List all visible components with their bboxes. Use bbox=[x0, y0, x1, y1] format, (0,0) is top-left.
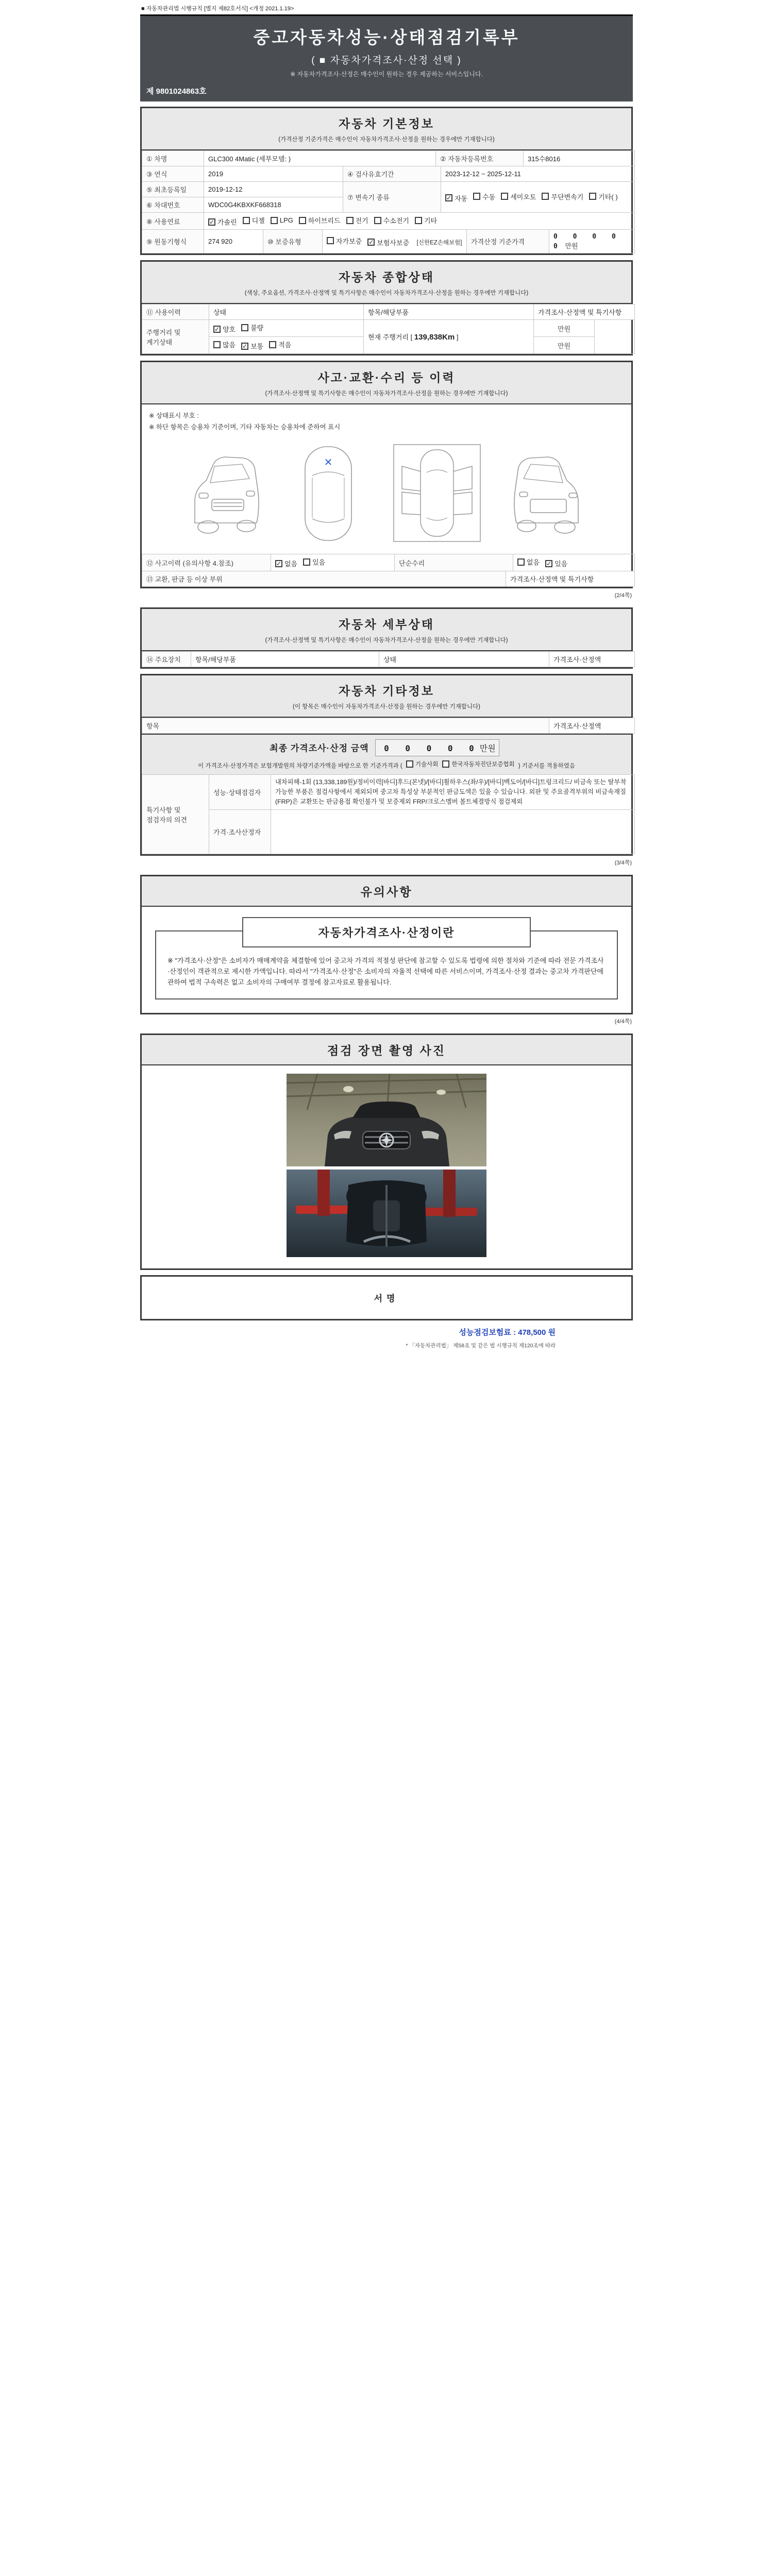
final-note-post: ) 기준서를 적용하였음 bbox=[518, 763, 575, 769]
checkbox-label: 많음 bbox=[223, 341, 236, 349]
checkbox-label: 무단변속기 bbox=[551, 193, 584, 201]
legend-line-2: ※ 하단 항목은 승용차 기준이며, 기타 자동차는 승용차에 준하여 표시 bbox=[149, 423, 341, 431]
table-header-row bbox=[142, 571, 635, 587]
appraiser-remarks-text bbox=[271, 810, 635, 854]
checkbox-option bbox=[415, 215, 437, 225]
registration-number-value: 315수8016 bbox=[524, 151, 635, 166]
checkbox-icon bbox=[374, 217, 381, 224]
document-title: 중고자동차성능·상태점검기록부 bbox=[253, 28, 520, 47]
table-header-row bbox=[142, 304, 635, 320]
checkbox-label: 없음 bbox=[284, 560, 298, 568]
column-header: 가격조사·산정액 bbox=[549, 718, 635, 734]
checkbox-option bbox=[346, 215, 368, 225]
simple-repair-checks bbox=[513, 554, 635, 571]
legal-footnote: * 「자동차관리법」 제58조 및 같은 법 시행규칙 제120조에 따라 bbox=[406, 1342, 556, 1349]
remarks-label: 특기사항 및 점검자의 의견 bbox=[142, 775, 209, 854]
checkbox-icon bbox=[501, 193, 508, 200]
section-basic-subtitle: (가격산정 기준가격은 매수인이 자동차가격조사·산정을 원하는 경우에만 기재합니다) bbox=[278, 137, 495, 143]
odometer-value: 139,838Km bbox=[414, 333, 455, 342]
inspection-photo-underbody bbox=[287, 1170, 486, 1257]
checkbox-label: 있음 bbox=[554, 560, 568, 568]
field-label: 가격산정 기준가격 bbox=[467, 230, 549, 253]
checked-checkbox-icon bbox=[545, 560, 552, 567]
checkbox-option bbox=[374, 215, 409, 225]
section-photos-title: 점검 장면 촬영 사진 bbox=[327, 1043, 446, 1057]
checkbox-icon bbox=[517, 558, 525, 566]
base-price-unit: 만원 bbox=[565, 242, 578, 250]
section-other-header bbox=[142, 675, 631, 718]
first-registration-value: 2019-12-12 bbox=[204, 182, 343, 197]
checked-checkbox-icon bbox=[213, 326, 221, 333]
section-summary-subtitle: (색상, 주요옵션, 가격조사·산정액 및 특기사항은 매수인이 자동차가격조사·산정을 원하는 경우에만 기재합니다) bbox=[244, 290, 529, 296]
final-price-digits: 0 0 0 0 0 bbox=[384, 743, 480, 753]
car-diagram-rear-view bbox=[507, 442, 590, 545]
column-header: 가격조사·산정액 및 특기사항 bbox=[534, 304, 635, 320]
simple-repair-label: 단순수리 bbox=[395, 554, 513, 571]
accident-flag-table bbox=[142, 554, 635, 571]
inspector-role-label: 성능·상태점검자 bbox=[209, 775, 271, 810]
section-detail-header bbox=[142, 609, 631, 651]
masthead bbox=[140, 16, 633, 101]
checkbox-label: 디젤 bbox=[251, 217, 265, 225]
document-page bbox=[140, 0, 633, 1362]
section-basic-header bbox=[142, 108, 631, 150]
status-cell bbox=[209, 320, 364, 337]
checkbox-label: 전기 bbox=[355, 217, 368, 225]
checked-checkbox-icon bbox=[241, 343, 248, 350]
checkbox-option bbox=[303, 557, 325, 567]
field-label: ⑨ 원동기형식 bbox=[142, 230, 204, 253]
remarks-table bbox=[142, 774, 635, 854]
section-photos bbox=[140, 1033, 633, 1270]
checkbox-label: 하이브리드 bbox=[308, 217, 341, 225]
checkbox-label: 가솔린 bbox=[217, 218, 237, 226]
checked-checkbox-icon bbox=[445, 194, 452, 201]
table-header-row bbox=[142, 652, 635, 667]
insurance-fee-line: 성능점검보험료 : 478,500 원 bbox=[459, 1328, 556, 1337]
checkbox-label: 기술사회 bbox=[415, 761, 439, 768]
basic-table-engine bbox=[142, 229, 635, 253]
field-label: ⑤ 최초등록일 bbox=[142, 182, 204, 197]
section-detail-title: 자동차 세부상태 bbox=[339, 618, 434, 631]
checkbox-icon bbox=[299, 217, 306, 224]
vehicle-name-value: GLC300 4Matic (세부모델: ) bbox=[204, 151, 436, 166]
final-price-unit: 만원 bbox=[479, 744, 496, 753]
checkbox-option bbox=[243, 215, 265, 225]
inspection-period-value: 2023-12-12 ~ 2025-12-11 bbox=[441, 166, 635, 182]
table-row bbox=[142, 810, 635, 854]
checkbox-label: 수동 bbox=[482, 193, 496, 201]
transmission-checks bbox=[441, 182, 635, 213]
price-cell: 만원 bbox=[534, 337, 595, 354]
checkbox-label: 불량 bbox=[250, 324, 264, 332]
page-marker: (4/4쪽) bbox=[614, 1018, 632, 1025]
warranty-insurer: [신한EZ손해보험] bbox=[416, 240, 462, 246]
basic-table-row34 bbox=[142, 181, 635, 213]
checkbox-icon bbox=[303, 558, 310, 566]
checkbox-icon bbox=[243, 217, 250, 224]
checked-checkbox-icon bbox=[275, 560, 282, 567]
field-label: ⑦ 변속기 종류 bbox=[343, 182, 441, 213]
checkbox-label: 보험사보증 bbox=[377, 239, 410, 247]
base-price-digits: 0 0 0 0 0 bbox=[553, 233, 621, 250]
checkbox-option bbox=[501, 192, 536, 201]
table-row bbox=[142, 213, 635, 230]
table-row bbox=[142, 182, 635, 197]
checkbox-label: 보통 bbox=[250, 343, 264, 350]
field-label: ⑧ 사용연료 bbox=[142, 213, 204, 230]
checkbox-label: 양호 bbox=[223, 326, 236, 333]
column-header: ⑭ 주요장치 bbox=[142, 652, 191, 667]
status-code-legend bbox=[142, 404, 631, 434]
signature-label: 서명 bbox=[374, 1294, 399, 1304]
legend-prefix: ※ 상태표시 부호 : bbox=[149, 412, 199, 419]
column-header: ⑪ 사용이력 bbox=[142, 304, 209, 320]
usage-label: 주행거리 및 계기상태 bbox=[142, 320, 209, 354]
checkbox-label: LPG bbox=[279, 216, 293, 224]
field-label: ① 차명 bbox=[142, 151, 204, 166]
car-diagram-top-view bbox=[290, 442, 367, 545]
checkbox-option bbox=[327, 236, 362, 246]
table-row bbox=[142, 151, 635, 166]
warranty-checks bbox=[327, 238, 415, 246]
field-label: ④ 검사유효기간 bbox=[343, 166, 441, 182]
checkbox-icon bbox=[213, 341, 221, 348]
table-row bbox=[142, 230, 635, 253]
section-basic-info bbox=[140, 107, 633, 255]
column-header: 가격조사·산정액 및 특기사항 bbox=[506, 571, 635, 587]
column-header: 항목/해당부품 bbox=[364, 304, 534, 320]
after-signature-area bbox=[140, 1320, 633, 1362]
detail-status-table bbox=[142, 651, 635, 667]
summary-row bbox=[142, 320, 635, 337]
fuel-checks bbox=[204, 213, 635, 230]
warranty-type-cell bbox=[323, 230, 467, 253]
field-label: ③ 연식 bbox=[142, 166, 204, 182]
car-diagram-front-view bbox=[183, 442, 266, 545]
checkbox-option bbox=[545, 558, 567, 568]
final-price-note bbox=[146, 760, 627, 770]
checkbox-icon bbox=[542, 193, 549, 200]
basic-table-row12 bbox=[142, 150, 635, 166]
section-basic-title: 자동차 기본정보 bbox=[339, 117, 434, 130]
checkbox-option bbox=[406, 760, 438, 768]
checkbox-label: 있음 bbox=[312, 558, 326, 566]
checkbox-option bbox=[442, 760, 514, 768]
section-accident-title: 사고·교환·수리 등 이력 bbox=[317, 371, 456, 384]
checkbox-icon bbox=[241, 324, 248, 331]
checkbox-icon bbox=[327, 237, 334, 244]
checkbox-option bbox=[517, 557, 540, 567]
column-header: 가격조사·산정액 bbox=[549, 652, 635, 667]
section-accident-subtitle: (가격조사·산정액 및 특기사항은 매수인이 자동차가격조사·산정을 원하는 경우에만 기재합니다) bbox=[265, 391, 508, 397]
section-summary-title: 자동차 종합상태 bbox=[339, 270, 434, 284]
engine-type-value: 274 920 bbox=[204, 230, 263, 253]
accident-history-checks bbox=[271, 554, 395, 571]
checkbox-icon bbox=[346, 217, 354, 224]
exchange-rank-table bbox=[142, 571, 635, 587]
signature-box bbox=[140, 1275, 633, 1320]
rule-reference: ■ 자동차관리법 시행규칙 [별지 제82호서식] <개정 2021.1.19> bbox=[140, 3, 633, 16]
checkbox-option bbox=[208, 217, 237, 227]
section-notices-title: 유의사항 bbox=[360, 885, 413, 899]
inspector-remarks-text: 내차피해-1회 (13,338,189원)/정비이력[바디]후드(본넷)/[바디]휠하우스(좌/우)/[바디]백도어/[바디]트렁크리드/ 비금속 또는 탈부착 가능한 부품은 점검사항에서 제외되며 중고차 특성상 부분적인 판금도색은 있을 수 있습니다. 외판 및 주요골격부위의 비금속재질(FRP)은 교환또는 판금용접 확인불가 및 보증제외 FRP/크로스멤버 볼트체결방식 점검제외 bbox=[271, 775, 635, 810]
checkbox-label: 자동 bbox=[455, 194, 468, 202]
checkbox-option bbox=[299, 215, 341, 225]
section-detail-subtitle: (가격조사·산정액 및 특기사항은 매수인이 자동차가격조사·산정을 원하는 경우에만 기재합니다) bbox=[265, 637, 508, 643]
table-header-row bbox=[142, 718, 635, 734]
car-diagram-opened-plan-view bbox=[391, 442, 483, 545]
checkbox-option bbox=[367, 238, 409, 247]
column-header: 항목/해당부품 bbox=[191, 652, 379, 667]
field-label: ⑩ 보증유형 bbox=[263, 230, 323, 253]
page-marker: (2/4쪽) bbox=[614, 592, 632, 599]
section-detail-status bbox=[140, 607, 633, 669]
checked-checkbox-icon bbox=[208, 218, 215, 226]
section-summary bbox=[140, 260, 633, 355]
checkbox-label: 적음 bbox=[278, 341, 292, 349]
table-row bbox=[142, 554, 635, 571]
section-other-info bbox=[140, 674, 633, 856]
summary-table bbox=[142, 304, 635, 354]
odometer-cell: 현재 주행거리 [ 139,838Km ] bbox=[364, 320, 534, 354]
section-other-subtitle: (이 항목은 매수인이 자동차가격조사·산정을 원하는 경우에만 기재합니다) bbox=[293, 704, 480, 710]
checkbox-option bbox=[473, 192, 495, 201]
status-cell bbox=[209, 337, 364, 354]
document-number: 제 9801024863호 bbox=[146, 87, 207, 96]
appraiser-role-label: 가격·조사산정자 bbox=[209, 810, 271, 854]
column-header: ⑬ 교환, 판금 등 이상 부위 bbox=[142, 571, 506, 587]
section-notices-header bbox=[142, 876, 631, 907]
extra-cell bbox=[595, 320, 635, 354]
checkbox-label: 세미오토 bbox=[510, 193, 536, 201]
section-photos-header bbox=[142, 1035, 631, 1065]
section-summary-header bbox=[142, 262, 631, 304]
page-marker: (3/4쪽) bbox=[614, 860, 632, 867]
checkbox-option bbox=[269, 340, 291, 349]
section-accident-header bbox=[142, 362, 631, 404]
checkbox-label: 한국자동차진단보증협회 bbox=[451, 761, 515, 768]
final-price-digit-box bbox=[375, 739, 499, 756]
section-accident-history bbox=[140, 361, 633, 588]
checkbox-label: 자가보증 bbox=[336, 237, 362, 245]
checkbox-option bbox=[241, 341, 263, 351]
checkbox-label: 기타( ) bbox=[598, 193, 618, 201]
base-price-cell bbox=[549, 230, 635, 253]
section-other-title: 자동차 기타정보 bbox=[339, 684, 434, 698]
final-note-pre: 이 가격조사·산정가격은 보험개발원의 차량기준가액을 바탕으로 한 기준가격과 ( bbox=[198, 763, 402, 769]
basic-table-row2 bbox=[142, 166, 635, 182]
table-row bbox=[142, 166, 635, 182]
checkbox-label: 없음 bbox=[527, 558, 540, 566]
checkbox-icon bbox=[415, 217, 422, 224]
field-label: ② 자동차등록번호 bbox=[436, 151, 524, 166]
checkbox-option bbox=[213, 340, 236, 349]
hood-exchange-x-mark: ✕ bbox=[324, 457, 333, 468]
car-diagram-row bbox=[142, 434, 631, 554]
section-notices bbox=[140, 875, 633, 1014]
final-price-label: 최종 가격조사·산정 금액 bbox=[270, 743, 369, 753]
checkbox-label: 수소전기 bbox=[383, 217, 409, 225]
final-price-band bbox=[142, 734, 631, 775]
final-note-checks bbox=[404, 763, 517, 769]
checkbox-icon bbox=[589, 193, 596, 200]
pricing-info-body: ※ "가격조사·산정"은 소비자가 매매계약을 체결함에 있어 중고차 가격의 적절성 판단에 참고할 수 있도록 법령에 의한 절차와 기준에 따라 전문 가격조사·산정인이 객관적으로 제시한 가액입니다. 따라서 "가격조사·산정"은 소비자의 자율적 선택에 따른 서비스이며, 가격조사·산정 결과는 중고차 가격판단에 관하여 법적 구속력은 없고 소비자의 구매여부 결정에 참고자료로 활용됩니다. bbox=[167, 957, 604, 986]
price-cell: 만원 bbox=[534, 320, 595, 337]
checkbox-icon bbox=[269, 341, 276, 348]
pricing-info-title: 자동차가격조사·산정이란 bbox=[242, 917, 531, 947]
checkbox-label: 기타 bbox=[424, 217, 438, 225]
checkbox-option bbox=[542, 192, 583, 201]
checkbox-icon bbox=[406, 760, 413, 768]
column-header: 항목 bbox=[142, 718, 549, 734]
vin-value: WDC0G4KBXKF668318 bbox=[204, 197, 343, 213]
pricing-info-box bbox=[155, 926, 618, 999]
basic-table-fuel bbox=[142, 212, 635, 230]
checked-checkbox-icon bbox=[367, 239, 375, 246]
checkbox-option bbox=[271, 216, 293, 224]
checkbox-option bbox=[213, 324, 236, 334]
checkbox-option bbox=[589, 192, 617, 201]
document-subtitle: ( ■ 자동차가격조사·산정 선택 ) bbox=[311, 55, 462, 66]
inspection-photo-front bbox=[287, 1074, 486, 1166]
document-title-note: ※ 자동차가격조사·산정은 매수인이 원하는 경우 제공하는 서비스입니다. bbox=[290, 71, 483, 78]
checkbox-icon bbox=[442, 760, 449, 768]
field-label: ⑥ 차대번호 bbox=[142, 197, 204, 213]
column-header: 상태 bbox=[209, 304, 364, 320]
other-info-table bbox=[142, 718, 635, 734]
accident-history-label: ⑫ 사고이력 (유의사항 4.참조) bbox=[142, 554, 271, 571]
model-year-value: 2019 bbox=[204, 166, 343, 182]
checkbox-icon bbox=[473, 193, 480, 200]
checkbox-option bbox=[445, 193, 467, 203]
checkbox-option bbox=[275, 558, 297, 568]
checkbox-icon bbox=[271, 217, 278, 224]
checkbox-option bbox=[241, 323, 263, 332]
column-header: 상태 bbox=[379, 652, 549, 667]
photo-area bbox=[142, 1065, 631, 1268]
table-row bbox=[142, 775, 635, 810]
legend-line-1 bbox=[149, 411, 624, 420]
